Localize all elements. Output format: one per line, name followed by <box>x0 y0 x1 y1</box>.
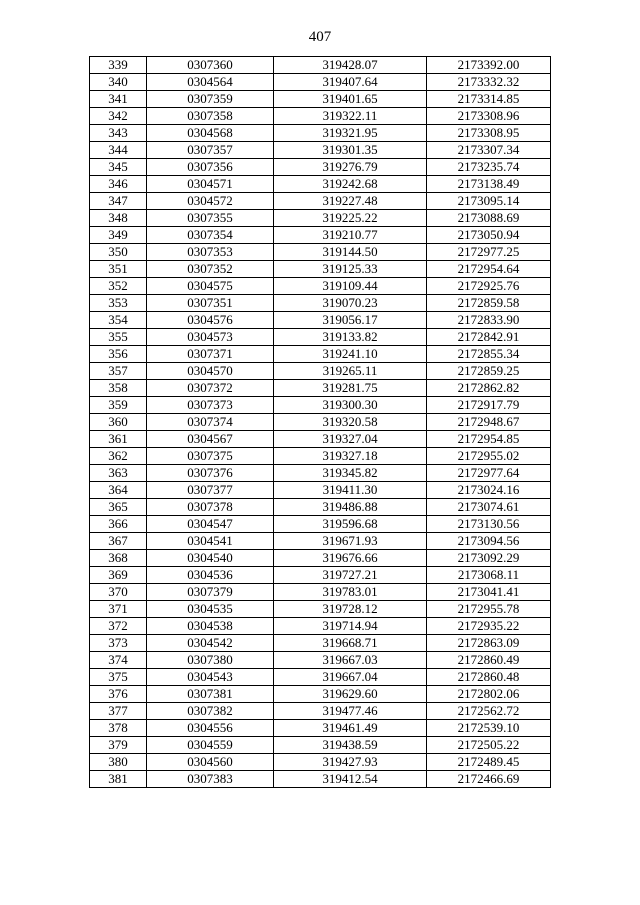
row-number-cell: 339 <box>90 57 147 74</box>
table-row <box>90 74 551 91</box>
y-coordinate-cell: 2172539.10 <box>427 720 551 737</box>
x-coordinate-cell: 319428.07 <box>274 57 427 74</box>
point-id-cell: 0304535 <box>147 601 274 618</box>
y-coordinate-cell: 2172954.85 <box>427 431 551 448</box>
y-coordinate-cell: 2173308.96 <box>427 108 551 125</box>
table-row <box>90 669 551 686</box>
row-number-cell: 348 <box>90 210 147 227</box>
table-row <box>90 482 551 499</box>
table-row <box>90 686 551 703</box>
y-coordinate-cell: 2172955.78 <box>427 601 551 618</box>
row-number-cell: 365 <box>90 499 147 516</box>
point-id-cell: 0304568 <box>147 125 274 142</box>
y-coordinate-cell: 2172802.06 <box>427 686 551 703</box>
row-number-cell: 362 <box>90 448 147 465</box>
table-row <box>90 584 551 601</box>
point-id-cell: 0307353 <box>147 244 274 261</box>
point-id-cell: 0304571 <box>147 176 274 193</box>
point-id-cell: 0307371 <box>147 346 274 363</box>
y-coordinate-cell: 2172917.79 <box>427 397 551 414</box>
row-number-cell: 363 <box>90 465 147 482</box>
coordinates-table <box>89 56 551 788</box>
table-row <box>90 57 551 74</box>
y-coordinate-cell: 2172863.09 <box>427 635 551 652</box>
point-id-cell: 0307377 <box>147 482 274 499</box>
y-coordinate-cell: 2172925.76 <box>427 278 551 295</box>
row-number-cell: 351 <box>90 261 147 278</box>
y-coordinate-cell: 2173092.29 <box>427 550 551 567</box>
x-coordinate-cell: 319438.59 <box>274 737 427 754</box>
x-coordinate-cell: 319210.77 <box>274 227 427 244</box>
x-coordinate-cell: 319486.88 <box>274 499 427 516</box>
table-row <box>90 380 551 397</box>
table-row <box>90 720 551 737</box>
table-row <box>90 346 551 363</box>
point-id-cell: 0307351 <box>147 295 274 312</box>
point-id-cell: 0307360 <box>147 57 274 74</box>
x-coordinate-cell: 319265.11 <box>274 363 427 380</box>
table-row <box>90 125 551 142</box>
row-number-cell: 364 <box>90 482 147 499</box>
row-number-cell: 343 <box>90 125 147 142</box>
table-row <box>90 652 551 669</box>
point-id-cell: 0307378 <box>147 499 274 516</box>
y-coordinate-cell: 2172860.48 <box>427 669 551 686</box>
x-coordinate-cell: 319144.50 <box>274 244 427 261</box>
table-row <box>90 363 551 380</box>
point-id-cell: 0307357 <box>147 142 274 159</box>
y-coordinate-cell: 2172954.64 <box>427 261 551 278</box>
point-id-cell: 0307379 <box>147 584 274 601</box>
point-id-cell: 0307354 <box>147 227 274 244</box>
y-coordinate-cell: 2173130.56 <box>427 516 551 533</box>
y-coordinate-cell: 2173041.41 <box>427 584 551 601</box>
x-coordinate-cell: 319327.18 <box>274 448 427 465</box>
point-id-cell: 0307381 <box>147 686 274 703</box>
row-number-cell: 345 <box>90 159 147 176</box>
point-id-cell: 0304547 <box>147 516 274 533</box>
y-coordinate-cell: 2172935.22 <box>427 618 551 635</box>
point-id-cell: 0307382 <box>147 703 274 720</box>
x-coordinate-cell: 319345.82 <box>274 465 427 482</box>
table-row <box>90 176 551 193</box>
point-id-cell: 0307358 <box>147 108 274 125</box>
y-coordinate-cell: 2172842.91 <box>427 329 551 346</box>
x-coordinate-cell: 319461.49 <box>274 720 427 737</box>
x-coordinate-cell: 319300.30 <box>274 397 427 414</box>
row-number-cell: 379 <box>90 737 147 754</box>
point-id-cell: 0307355 <box>147 210 274 227</box>
x-coordinate-cell: 319056.17 <box>274 312 427 329</box>
point-id-cell: 0304540 <box>147 550 274 567</box>
point-id-cell: 0307375 <box>147 448 274 465</box>
row-number-cell: 358 <box>90 380 147 397</box>
table-row <box>90 499 551 516</box>
point-id-cell: 0307356 <box>147 159 274 176</box>
y-coordinate-cell: 2173307.34 <box>427 142 551 159</box>
table-row <box>90 465 551 482</box>
table-row <box>90 142 551 159</box>
x-coordinate-cell: 319596.68 <box>274 516 427 533</box>
y-coordinate-cell: 2173332.32 <box>427 74 551 91</box>
y-coordinate-cell: 2172562.72 <box>427 703 551 720</box>
table-row <box>90 635 551 652</box>
row-number-cell: 381 <box>90 771 147 788</box>
y-coordinate-cell: 2172955.02 <box>427 448 551 465</box>
point-id-cell: 0304570 <box>147 363 274 380</box>
point-id-cell: 0304538 <box>147 618 274 635</box>
row-number-cell: 357 <box>90 363 147 380</box>
x-coordinate-cell: 319322.11 <box>274 108 427 125</box>
y-coordinate-cell: 2172466.69 <box>427 771 551 788</box>
y-coordinate-cell: 2172859.58 <box>427 295 551 312</box>
row-number-cell: 340 <box>90 74 147 91</box>
row-number-cell: 341 <box>90 91 147 108</box>
row-number-cell: 368 <box>90 550 147 567</box>
y-coordinate-cell: 2172859.25 <box>427 363 551 380</box>
row-number-cell: 372 <box>90 618 147 635</box>
x-coordinate-cell: 319667.03 <box>274 652 427 669</box>
row-number-cell: 371 <box>90 601 147 618</box>
y-coordinate-cell: 2173095.14 <box>427 193 551 210</box>
x-coordinate-cell: 319407.64 <box>274 74 427 91</box>
table-row <box>90 601 551 618</box>
point-id-cell: 0307380 <box>147 652 274 669</box>
table-row <box>90 737 551 754</box>
table-row <box>90 278 551 295</box>
point-id-cell: 0304575 <box>147 278 274 295</box>
y-coordinate-cell: 2172489.45 <box>427 754 551 771</box>
row-number-cell: 369 <box>90 567 147 584</box>
x-coordinate-cell: 319276.79 <box>274 159 427 176</box>
x-coordinate-cell: 319411.30 <box>274 482 427 499</box>
table-row <box>90 91 551 108</box>
coordinates-table-body <box>90 57 551 788</box>
row-number-cell: 376 <box>90 686 147 703</box>
y-coordinate-cell: 2173068.11 <box>427 567 551 584</box>
x-coordinate-cell: 319301.35 <box>274 142 427 159</box>
x-coordinate-cell: 319321.95 <box>274 125 427 142</box>
x-coordinate-cell: 319125.33 <box>274 261 427 278</box>
table-row <box>90 567 551 584</box>
table-row <box>90 261 551 278</box>
table-row <box>90 210 551 227</box>
table-row <box>90 516 551 533</box>
table-row <box>90 533 551 550</box>
point-id-cell: 0304559 <box>147 737 274 754</box>
row-number-cell: 375 <box>90 669 147 686</box>
y-coordinate-cell: 2173392.00 <box>427 57 551 74</box>
y-coordinate-cell: 2172505.22 <box>427 737 551 754</box>
x-coordinate-cell: 319728.12 <box>274 601 427 618</box>
row-number-cell: 356 <box>90 346 147 363</box>
x-coordinate-cell: 319242.68 <box>274 176 427 193</box>
x-coordinate-cell: 319671.93 <box>274 533 427 550</box>
x-coordinate-cell: 319676.66 <box>274 550 427 567</box>
x-coordinate-cell: 319241.10 <box>274 346 427 363</box>
row-number-cell: 355 <box>90 329 147 346</box>
table-row <box>90 771 551 788</box>
y-coordinate-cell: 2172855.34 <box>427 346 551 363</box>
y-coordinate-cell: 2173235.74 <box>427 159 551 176</box>
page-number: 407 <box>308 29 332 45</box>
point-id-cell: 0307352 <box>147 261 274 278</box>
x-coordinate-cell: 319227.48 <box>274 193 427 210</box>
point-id-cell: 0304567 <box>147 431 274 448</box>
point-id-cell: 0304556 <box>147 720 274 737</box>
table-row <box>90 618 551 635</box>
row-number-cell: 349 <box>90 227 147 244</box>
point-id-cell: 0304572 <box>147 193 274 210</box>
table-row <box>90 312 551 329</box>
point-id-cell: 0304573 <box>147 329 274 346</box>
point-id-cell: 0304542 <box>147 635 274 652</box>
point-id-cell: 0304560 <box>147 754 274 771</box>
point-id-cell: 0307383 <box>147 771 274 788</box>
x-coordinate-cell: 319427.93 <box>274 754 427 771</box>
row-number-cell: 347 <box>90 193 147 210</box>
point-id-cell: 0307374 <box>147 414 274 431</box>
row-number-cell: 377 <box>90 703 147 720</box>
table-row <box>90 295 551 312</box>
row-number-cell: 354 <box>90 312 147 329</box>
point-id-cell: 0304543 <box>147 669 274 686</box>
row-number-cell: 370 <box>90 584 147 601</box>
table-row <box>90 414 551 431</box>
y-coordinate-cell: 2172977.64 <box>427 465 551 482</box>
y-coordinate-cell: 2172862.82 <box>427 380 551 397</box>
row-number-cell: 361 <box>90 431 147 448</box>
point-id-cell: 0304564 <box>147 74 274 91</box>
x-coordinate-cell: 319133.82 <box>274 329 427 346</box>
row-number-cell: 352 <box>90 278 147 295</box>
x-coordinate-cell: 319714.94 <box>274 618 427 635</box>
y-coordinate-cell: 2173094.56 <box>427 533 551 550</box>
row-number-cell: 374 <box>90 652 147 669</box>
table-row <box>90 754 551 771</box>
x-coordinate-cell: 319327.04 <box>274 431 427 448</box>
table-row <box>90 431 551 448</box>
row-number-cell: 373 <box>90 635 147 652</box>
point-id-cell: 0307373 <box>147 397 274 414</box>
table-row <box>90 159 551 176</box>
point-id-cell: 0307359 <box>147 91 274 108</box>
x-coordinate-cell: 319477.46 <box>274 703 427 720</box>
table-row <box>90 108 551 125</box>
row-number-cell: 346 <box>90 176 147 193</box>
y-coordinate-cell: 2173024.16 <box>427 482 551 499</box>
y-coordinate-cell: 2173314.85 <box>427 91 551 108</box>
row-number-cell: 359 <box>90 397 147 414</box>
x-coordinate-cell: 319281.75 <box>274 380 427 397</box>
y-coordinate-cell: 2172948.67 <box>427 414 551 431</box>
x-coordinate-cell: 319412.54 <box>274 771 427 788</box>
y-coordinate-cell: 2173074.61 <box>427 499 551 516</box>
point-id-cell: 0307376 <box>147 465 274 482</box>
x-coordinate-cell: 319727.21 <box>274 567 427 584</box>
row-number-cell: 350 <box>90 244 147 261</box>
table-row <box>90 227 551 244</box>
y-coordinate-cell: 2172833.90 <box>427 312 551 329</box>
table-row <box>90 397 551 414</box>
row-number-cell: 342 <box>90 108 147 125</box>
y-coordinate-cell: 2173308.95 <box>427 125 551 142</box>
point-id-cell: 0307372 <box>147 380 274 397</box>
table-row <box>90 448 551 465</box>
x-coordinate-cell: 319629.60 <box>274 686 427 703</box>
row-number-cell: 353 <box>90 295 147 312</box>
y-coordinate-cell: 2172977.25 <box>427 244 551 261</box>
row-number-cell: 378 <box>90 720 147 737</box>
y-coordinate-cell: 2173138.49 <box>427 176 551 193</box>
y-coordinate-cell: 2173050.94 <box>427 227 551 244</box>
x-coordinate-cell: 319225.22 <box>274 210 427 227</box>
table-row <box>90 550 551 567</box>
x-coordinate-cell: 319783.01 <box>274 584 427 601</box>
row-number-cell: 360 <box>90 414 147 431</box>
table-row <box>90 329 551 346</box>
x-coordinate-cell: 319109.44 <box>274 278 427 295</box>
table-row <box>90 244 551 261</box>
y-coordinate-cell: 2172860.49 <box>427 652 551 669</box>
x-coordinate-cell: 319401.65 <box>274 91 427 108</box>
row-number-cell: 344 <box>90 142 147 159</box>
row-number-cell: 367 <box>90 533 147 550</box>
y-coordinate-cell: 2173088.69 <box>427 210 551 227</box>
row-number-cell: 380 <box>90 754 147 771</box>
point-id-cell: 0304541 <box>147 533 274 550</box>
table-row <box>90 193 551 210</box>
x-coordinate-cell: 319668.71 <box>274 635 427 652</box>
point-id-cell: 0304536 <box>147 567 274 584</box>
row-number-cell: 366 <box>90 516 147 533</box>
point-id-cell: 0304576 <box>147 312 274 329</box>
table-row <box>90 703 551 720</box>
x-coordinate-cell: 319667.04 <box>274 669 427 686</box>
x-coordinate-cell: 319320.58 <box>274 414 427 431</box>
x-coordinate-cell: 319070.23 <box>274 295 427 312</box>
